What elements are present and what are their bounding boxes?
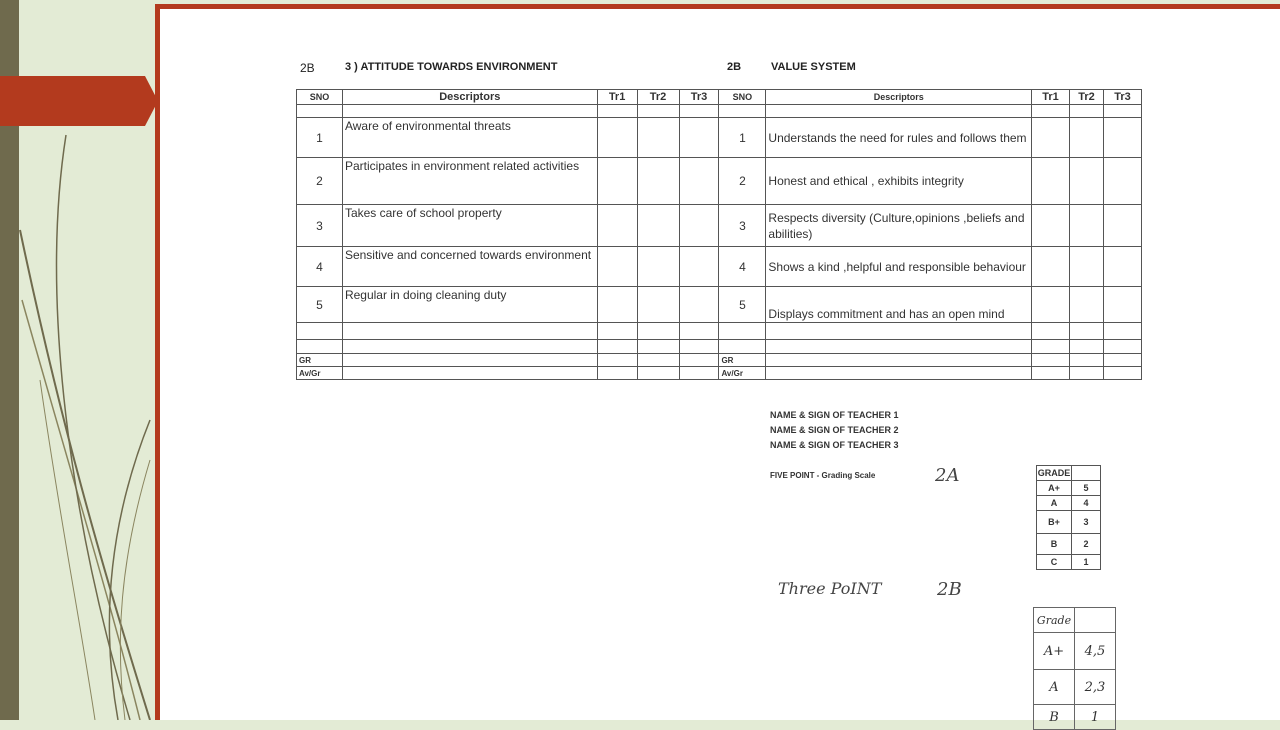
right-section-code: 2B (727, 61, 742, 73)
grading-scale-label: FIVE POINT - Grading Scale (770, 471, 876, 480)
left-sno: 5 (297, 287, 343, 323)
header-descriptors-left: Descriptors (342, 90, 597, 105)
five-point-grade-table (1036, 465, 1101, 570)
grade-value-cell: 4 (1072, 496, 1101, 511)
three-point-header: Grade (1034, 608, 1075, 633)
scanned-document-frame (155, 4, 1280, 725)
grade-cell: A (1037, 496, 1072, 511)
right-sno: 1 (719, 118, 766, 158)
teacher-2-sign-label: NAME & SIGN OF TEACHER 2 (770, 425, 899, 435)
grade-cell: C (1037, 555, 1072, 570)
table-header-row (297, 90, 1142, 105)
grade-cell: A (1034, 670, 1075, 705)
five-point-header: GRADE (1037, 466, 1072, 481)
right-sno: 3 (719, 205, 766, 247)
right-descriptor: Honest and ethical , exhibits integrity (766, 158, 1032, 205)
grade-cell: A+ (1037, 481, 1072, 496)
table-empty-row (297, 340, 1142, 354)
table-row (297, 158, 1142, 205)
left-descriptor: Takes care of school property (342, 205, 597, 247)
right-descriptor: Understands the need for rules and follows them (766, 118, 1032, 158)
table-row (297, 287, 1142, 323)
left-section-title: 3 ) ATTITUDE TOWARDS ENVIRONMENT (345, 61, 558, 73)
header-tr1-right: Tr1 (1032, 90, 1070, 105)
table-row (297, 118, 1142, 158)
right-sno: 4 (719, 247, 766, 287)
left-sno: 4 (297, 247, 343, 287)
grade-value-cell: 4,5 (1075, 633, 1116, 670)
header-tr2-right: Tr2 (1070, 90, 1104, 105)
header-descriptors-right: Descriptors (766, 90, 1032, 105)
left-descriptor: Regular in doing cleaning duty (342, 287, 597, 323)
gr-label-left: GR (297, 354, 343, 367)
scanned-page (160, 9, 1280, 725)
table-empty-row (297, 323, 1142, 340)
average-grade-row (297, 367, 1142, 380)
grade-row (297, 354, 1142, 367)
handwritten-2a: 2A (935, 465, 960, 486)
left-sno: 1 (297, 118, 343, 158)
right-descriptor: Respects diversity (Culture,opinions ,beliefs and abilities) (766, 205, 1032, 247)
grade-value-cell: 1 (1072, 555, 1101, 570)
handwritten-three-point: Three PoINT (778, 579, 882, 598)
right-descriptor: Displays commitment and has an open mind (766, 287, 1032, 323)
header-tr2-left: Tr2 (637, 90, 679, 105)
table-spacer-row (297, 105, 1142, 118)
handwritten-2b: 2B (937, 579, 962, 600)
header-sno-left: SNO (297, 90, 343, 105)
teacher-1-sign-label: NAME & SIGN OF TEACHER 1 (770, 410, 899, 420)
grade-value-cell: 5 (1072, 481, 1101, 496)
grade-cell: B (1037, 534, 1072, 555)
header-sno-right: SNO (719, 90, 766, 105)
red-tab-marker (0, 76, 158, 126)
left-descriptor: Sensitive and concerned towards environment (342, 247, 597, 287)
header-tr3-left: Tr3 (679, 90, 719, 105)
grade-value-cell: 1 (1075, 705, 1116, 730)
grade-cell: B+ (1037, 511, 1072, 534)
right-section-title: VALUE SYSTEM (771, 61, 856, 73)
table-row (297, 247, 1142, 287)
grade-value-cell: 3 (1072, 511, 1101, 534)
avgr-label-left: Av/Gr (297, 367, 343, 380)
left-descriptor: Participates in environment related activities (342, 158, 597, 205)
right-sno: 5 (719, 287, 766, 323)
grade-cell: A+ (1034, 633, 1075, 670)
left-descriptor: Aware of environmental threats (342, 118, 597, 158)
avgr-label-right: Av/Gr (719, 367, 766, 380)
teacher-3-sign-label: NAME & SIGN OF TEACHER 3 (770, 440, 899, 450)
three-point-grade-table (1033, 607, 1116, 730)
left-sno: 2 (297, 158, 343, 205)
left-section-code: 2B (300, 61, 315, 75)
left-sno: 3 (297, 205, 343, 247)
assessment-table (296, 89, 1142, 380)
grade-value-cell: 2,3 (1075, 670, 1116, 705)
table-row (297, 205, 1142, 247)
grade-cell: B (1034, 705, 1075, 730)
right-descriptor: Shows a kind ,helpful and responsible behaviour (766, 247, 1032, 287)
header-tr1-left: Tr1 (597, 90, 637, 105)
right-sno: 2 (719, 158, 766, 205)
grade-value-cell: 2 (1072, 534, 1101, 555)
gr-label-right: GR (719, 354, 766, 367)
header-tr3-right: Tr3 (1103, 90, 1141, 105)
